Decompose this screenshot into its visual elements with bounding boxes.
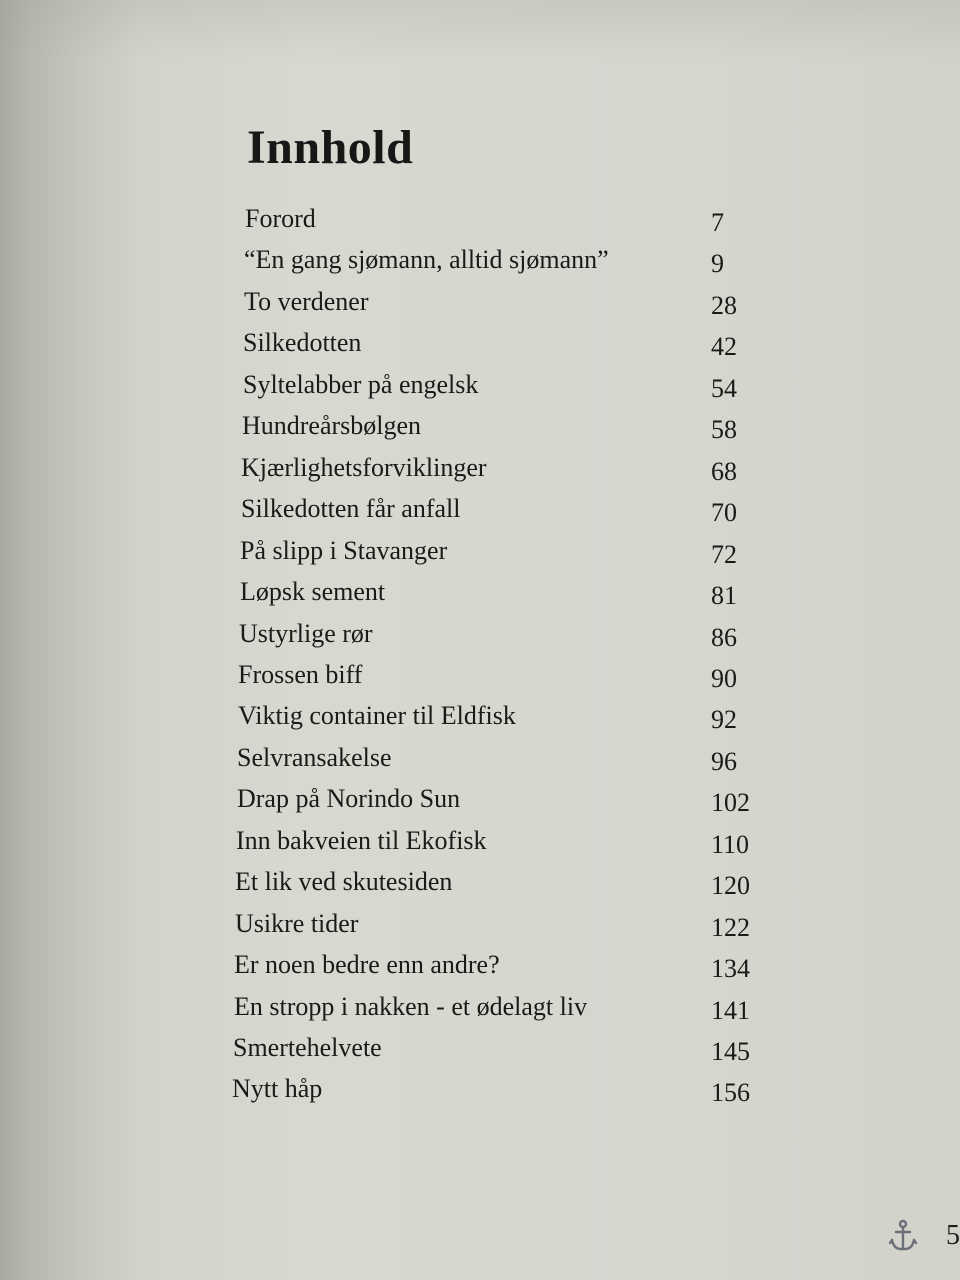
toc-page-number: 110 <box>711 830 750 859</box>
toc-chapter-title: Frossen biff <box>238 660 363 689</box>
toc-chapter-title: Inn bakveien til Ekofisk <box>236 826 487 855</box>
toc-row <box>238 657 920 693</box>
toc-row <box>240 533 920 569</box>
toc-page-number: 120 <box>711 871 750 900</box>
toc-chapter-title: Nytt håp <box>232 1074 323 1103</box>
toc-chapter-title: Ustyrlige rør <box>239 619 373 648</box>
toc-row <box>244 242 920 278</box>
toc-chapter-title: Kjærlighetsforviklinger <box>241 453 487 482</box>
toc-row <box>243 325 920 361</box>
toc-chapter-title: Hundreårsbølgen <box>242 411 422 440</box>
toc-chapter-title: Selvransakelse <box>237 743 392 772</box>
toc-page-number: 81 <box>711 581 737 610</box>
toc-page-number: 134 <box>711 954 750 983</box>
toc-row <box>237 781 920 817</box>
toc-page-number: 7 <box>711 208 724 237</box>
toc-row <box>241 450 920 486</box>
toc-row <box>244 284 920 320</box>
toc-row <box>235 864 920 900</box>
toc-chapter-title: Usikre tider <box>235 909 359 938</box>
toc-page-number: 28 <box>711 291 737 320</box>
toc-row <box>243 367 920 403</box>
toc-chapter-title: Silkedotten <box>243 328 362 357</box>
toc-chapter-title: Er noen bedre enn andre? <box>234 950 500 979</box>
toc-page-number: 9 <box>711 249 724 278</box>
toc-chapter-title: Et lik ved skutesiden <box>235 867 453 896</box>
toc-chapter-title: En stropp i nakken - et ødelagt liv <box>234 992 588 1021</box>
toc-chapter-title: Drap på Norindo Sun <box>237 784 461 813</box>
toc-page-number: 90 <box>711 664 737 693</box>
toc-chapter-title: Silkedotten får anfall <box>241 494 461 523</box>
toc-row <box>239 616 920 652</box>
toc-row <box>245 201 920 237</box>
anchor-icon <box>888 1218 918 1254</box>
toc-chapter-title: “En gang sjømann, alltid sjømann” <box>244 245 609 274</box>
toc-page-number: 156 <box>711 1078 750 1107</box>
toc-row <box>242 408 920 444</box>
toc-row <box>233 1030 920 1066</box>
toc-page-number: 122 <box>711 913 750 942</box>
toc-page-number: 68 <box>711 457 737 486</box>
toc-chapter-title: Smertehelvete <box>233 1033 382 1062</box>
toc-page-number: 86 <box>711 623 737 652</box>
toc-row <box>240 574 920 610</box>
toc-page-number: 58 <box>711 415 737 444</box>
toc-page-number: 42 <box>711 332 737 361</box>
toc-chapter-title: Løpsk sement <box>240 577 386 606</box>
toc-row <box>234 989 920 1025</box>
toc-chapter-title: Forord <box>245 204 316 233</box>
toc-page-number: 96 <box>711 747 737 776</box>
toc-row <box>232 1071 920 1107</box>
toc-chapter-title: På slipp i Stavanger <box>240 536 448 565</box>
toc-row <box>236 823 920 859</box>
toc-page-number: 141 <box>711 996 750 1025</box>
toc-chapter-title: To verdener <box>244 287 369 316</box>
toc-row <box>241 491 920 527</box>
toc-page-number: 92 <box>711 705 737 734</box>
toc-page-number: 102 <box>711 788 750 817</box>
toc-chapter-title: Syltelabber på engelsk <box>243 370 479 399</box>
page-number: 5 <box>946 1220 960 1251</box>
page-title: Innhold <box>247 121 414 174</box>
toc-row <box>235 906 920 942</box>
toc-chapter-title: Viktig container til Eldfisk <box>238 701 516 730</box>
toc-page-number: 54 <box>711 374 737 403</box>
toc-page-number: 72 <box>711 540 737 569</box>
toc-row <box>234 947 920 983</box>
toc-row <box>238 698 920 734</box>
toc-row <box>237 740 920 776</box>
toc-page-number: 145 <box>711 1037 750 1066</box>
toc-page-number: 70 <box>711 498 737 527</box>
